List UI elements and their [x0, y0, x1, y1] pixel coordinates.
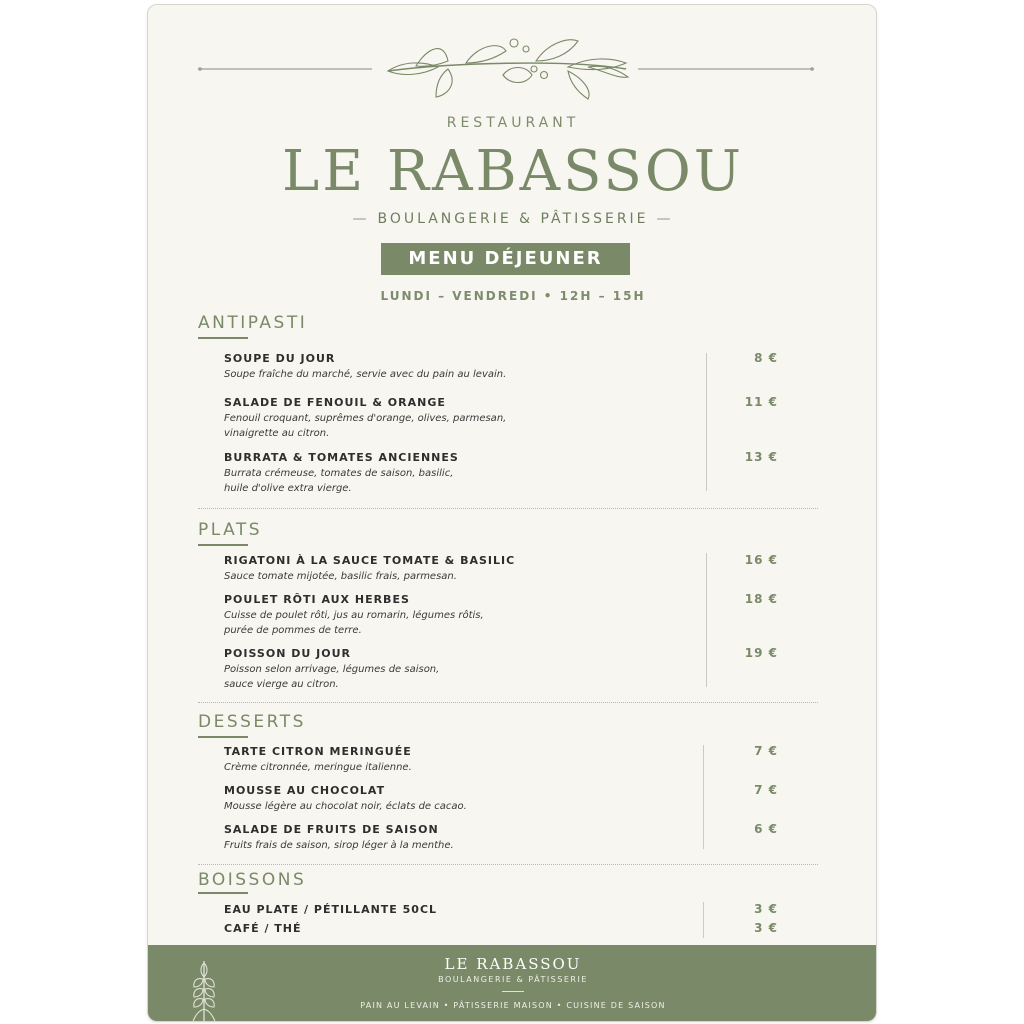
menu-item: [224, 921, 684, 937]
price-separator: [706, 353, 707, 491]
footer: [148, 945, 877, 1022]
menu-item: [224, 450, 684, 496]
section-divider: [198, 702, 818, 703]
subtitle-text: BOULANGERIE & PÂTISSERIE: [377, 211, 649, 227]
footer-subtitle: BOULANGERIE & PÂTISSERIE: [438, 975, 588, 984]
item-description: Sauce tomate mijotée, basilic frais, parmesan.: [224, 571, 457, 582]
menu-item: [224, 395, 684, 441]
item-description: Burrata crémeuse, tomates de saison, basilic, huile d'olive extra vierge.: [224, 468, 454, 494]
item-description: Poisson selon arrivage, légumes de saison, sauce vierge au citron.: [224, 664, 440, 690]
menu-item: [224, 822, 684, 853]
item-name: RIGATONI À LA SAUCE TOMATE & BASILIC: [224, 554, 516, 567]
item-description: Cuisse de poulet rôti, jus au romarin, légumes rôtis, purée de pommes de terre.: [224, 610, 484, 636]
menu-item: [224, 783, 684, 814]
menu-item: [224, 351, 684, 382]
price-separator: [703, 745, 704, 849]
olive-branch-icon: [148, 31, 877, 111]
item-price: 6 €: [754, 822, 778, 836]
price-separator: [706, 553, 707, 687]
footer-divider: [502, 991, 524, 992]
item-description: Crème citronnée, meringue italienne.: [224, 762, 412, 773]
item-name: SALADE DE FRUITS DE SAISON: [224, 823, 439, 836]
price-separator: [703, 902, 704, 938]
section-title-antipasti: ANTIPASTI: [198, 313, 308, 333]
item-name: SALADE DE FENOUIL & ORANGE: [224, 396, 446, 409]
item-price: 3 €: [754, 921, 778, 935]
menu-item: [224, 646, 684, 692]
item-price: 7 €: [754, 744, 778, 758]
menu-item: [224, 553, 684, 584]
section-underline: [198, 337, 248, 339]
footer-tagline: PAIN AU LEVAIN • PÂTISSERIE MAISON • CUISINE DE SAISON: [360, 1001, 666, 1010]
footer-title: LE RABASSOU: [444, 955, 582, 973]
restaurant-title: LE RABASSOU: [282, 139, 744, 204]
menu-item: [224, 744, 684, 775]
menu-item: [224, 592, 684, 638]
item-name: EAU PLATE / PÉTILLANTE 50CL: [224, 903, 438, 916]
item-price: 8 €: [754, 351, 778, 365]
section-title-boissons: BOISSONS: [198, 870, 307, 890]
item-description: Soupe fraîche du marché, servie avec du pain au levain.: [224, 369, 507, 380]
opening-hours: LUNDI – VENDREDI • 12H – 15H: [380, 289, 646, 303]
item-description: Fruits frais de saison, sirop léger à la menthe.: [224, 840, 454, 851]
item-description: Fenouil croquant, suprêmes d'orange, olives, parmesan, vinaigrette au citron.: [224, 413, 507, 439]
item-description: Mousse légère au chocolat noir, éclats de cacao.: [224, 801, 467, 812]
menu-badge: MENU DÉJEUNER: [381, 243, 630, 275]
section-underline: [198, 544, 248, 546]
item-name: TARTE CITRON MERINGUÉE: [224, 745, 412, 758]
item-name: POULET RÔTI AUX HERBES: [224, 593, 410, 606]
section-divider: [198, 508, 818, 509]
section-title-desserts: DESSERTS: [198, 712, 306, 732]
subtitle-dash-left: —: [352, 211, 370, 227]
subtitle-dash-right: —: [656, 211, 674, 227]
item-name: POISSON DU JOUR: [224, 647, 351, 660]
restaurant-subtitle: [148, 211, 877, 227]
menu-card: [147, 4, 877, 1022]
item-price: 3 €: [754, 902, 778, 916]
item-price: 11 €: [744, 395, 778, 409]
section-underline: [198, 736, 248, 738]
section-divider: [198, 864, 818, 865]
item-name: SOUPE DU JOUR: [224, 352, 336, 365]
restaurant-label: RESTAURANT: [446, 115, 580, 131]
item-name: CAFÉ / THÉ: [224, 922, 302, 935]
item-name: BURRATA & TOMATES ANCIENNES: [224, 451, 459, 464]
item-price: 16 €: [744, 553, 778, 567]
section-title-plats: PLATS: [198, 520, 263, 540]
item-price: 7 €: [754, 783, 778, 797]
item-price: 18 €: [744, 592, 778, 606]
item-price: 13 €: [744, 450, 778, 464]
item-price: 19 €: [744, 646, 778, 660]
item-name: MOUSSE AU CHOCOLAT: [224, 784, 386, 797]
section-underline: [198, 892, 248, 894]
menu-item: [224, 902, 684, 918]
